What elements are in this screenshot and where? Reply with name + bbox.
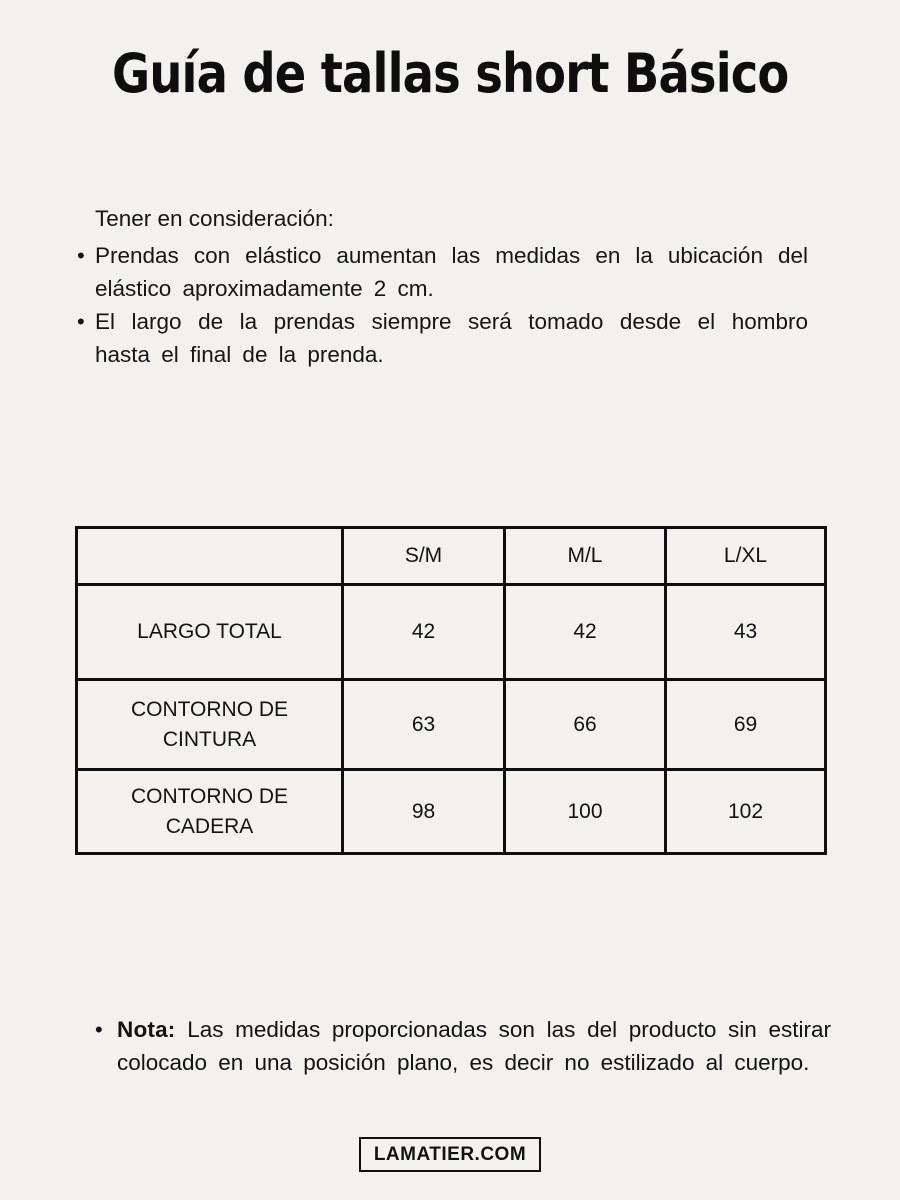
table-cell: 63 — [343, 680, 505, 770]
page-title-text: Guía de tallas short Básico — [111, 42, 789, 105]
table-cell: 100 — [505, 770, 666, 854]
row-label-contorno-cadera: CONTORNO DE CADERA — [77, 770, 343, 854]
bullet-icon: • — [77, 243, 85, 268]
table-header-size-ml: M/L — [505, 528, 666, 585]
table-cell: 42 — [343, 585, 505, 680]
table-cell: 98 — [343, 770, 505, 854]
bullet-icon: • — [77, 309, 85, 334]
consideration-text: Prendas con elástico aumentan las medidas en la ubicación del elástico aproximadamente 2 cm. — [95, 243, 808, 301]
table-cell: 66 — [505, 680, 666, 770]
table-header-row — [77, 528, 826, 585]
consideration-text: El largo de la prendas siempre será tomado desde el hombro hasta el final de la prenda. — [95, 309, 808, 367]
note-text: Las medidas proporcionadas son las del producto sin estirar colocado en una posición plano, es decir no estilizado al cuerpo. — [117, 1017, 831, 1075]
note-section — [95, 1013, 831, 1079]
bullet-icon: • — [95, 1017, 103, 1042]
considerations-list — [77, 239, 808, 371]
considerations-section — [77, 202, 808, 371]
table-cell: 69 — [666, 680, 826, 770]
table-header-size-sm: S/M — [343, 528, 505, 585]
note-paragraph — [117, 1013, 831, 1079]
page-title — [0, 42, 900, 106]
table-cell: 102 — [666, 770, 826, 854]
table-row — [77, 680, 826, 770]
table-cell: 42 — [505, 585, 666, 680]
list-item — [77, 305, 808, 371]
table-cell: 43 — [666, 585, 826, 680]
row-label-contorno-cintura: CONTORNO DE CINTURA — [77, 680, 343, 770]
considerations-heading: Tener en consideración: — [95, 206, 334, 231]
row-label-largo-total: LARGO TOTAL — [77, 585, 343, 680]
table-header-empty — [77, 528, 343, 585]
list-item — [77, 239, 808, 305]
size-table — [75, 526, 827, 855]
note-label: Nota: — [117, 1017, 176, 1042]
brand-box: LAMATIER.COM — [359, 1137, 541, 1172]
table-header-size-lxl: L/XL — [666, 528, 826, 585]
table-row — [77, 770, 826, 854]
table-row — [77, 585, 826, 680]
footer — [0, 1137, 900, 1172]
